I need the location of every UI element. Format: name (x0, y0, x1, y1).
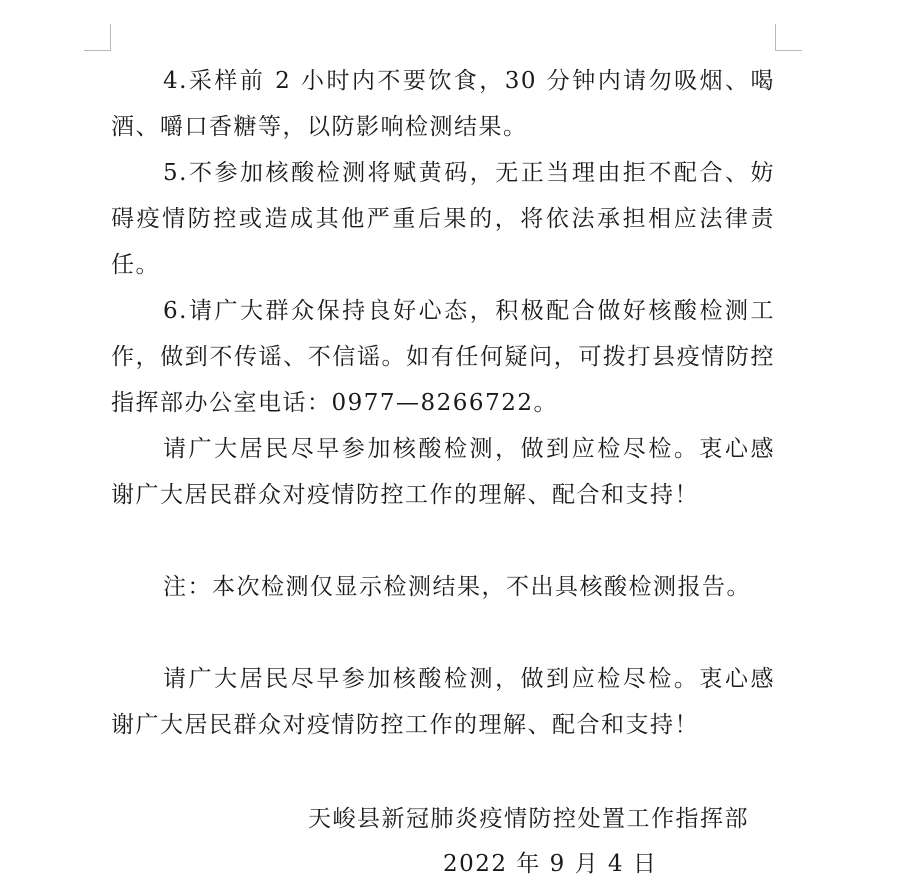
margin-corner-mark-right (775, 24, 802, 51)
blank-line (111, 518, 775, 564)
paragraph-note: 注：本次检测仅显示检测结果，不出具核酸检测报告。 (163, 574, 751, 600)
paragraph-item-4: 4.采样前 2 小时内不要饮食，30 分钟内请勿吸烟、喝酒、嚼口香糖等，以防影响检测结果。 (111, 68, 775, 140)
paragraph-appeal: 请广大居民尽早参加核酸检测，做到应检尽检。衷心感谢广大居民群众对疫情防控工作的理解、配合和支持！ (111, 436, 775, 508)
signature-date: 2022 年 9 月 4 日 (443, 851, 658, 877)
document-body (111, 58, 775, 748)
blank-line (111, 610, 775, 656)
margin-corner-mark-left (84, 24, 111, 51)
signature-organization: 天峻县新冠肺炎疫情防控处置工作指挥部 (308, 806, 749, 832)
paragraph-item-5: 5.不参加核酸检测将赋黄码，无正当理由拒不配合、妨碍疫情防控或造成其他严重后果的，将依法承担相应法律责任。 (111, 160, 775, 278)
paragraph-closing: 请广大居民尽早参加核酸检测，做到应检尽检。衷心感谢广大居民群众对疫情防控工作的理解、配合和支持！ (111, 666, 775, 738)
paragraph-item-6: 6.请广大群众保持良好心态，积极配合做好核酸检测工作，做到不传谣、不信谣。如有任何疑问，可拨打县疫情防控指挥部办公室电话：0977—8266722。 (111, 298, 775, 416)
